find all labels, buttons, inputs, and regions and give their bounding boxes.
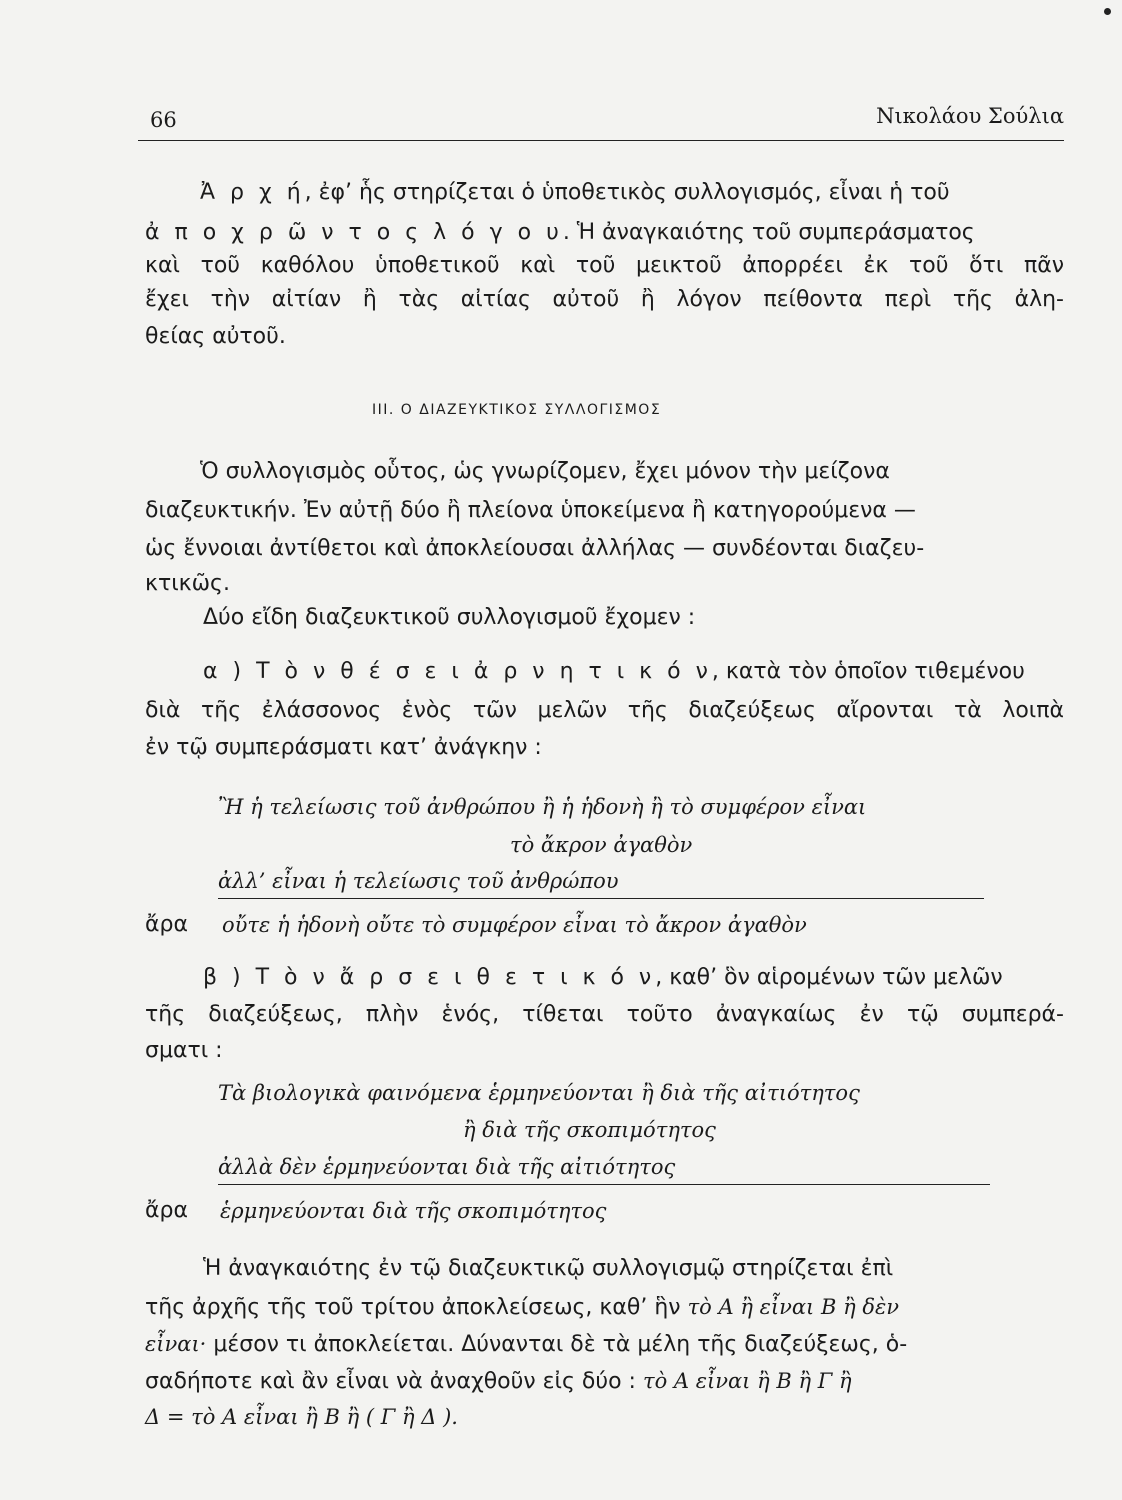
mode-b-major-premise-1: Τὰ βιολογικὰ φαινόμενα ἑρμηνεύονται ἢ διὰ τῆς αἰτιότητος: [218, 1081, 860, 1105]
mode-a-conclusion-rule: [218, 898, 984, 899]
page-number: 66: [150, 108, 177, 132]
mode-b-ara: ἄρα: [145, 1198, 188, 1223]
p1-line-2: ἀ π ο χ ρ ῶ ν τ ο ς λ ό γ ο υ. Ἡ ἀναγκαιότης τοῦ συμπεράσματος: [145, 220, 975, 245]
p2-line-2: διαζευκτικήν. Ἐν αὐτῇ δύο ἢ πλείονα ὑποκείμενα ἢ κατηγορούμενα —: [145, 498, 916, 523]
p2-line-1: Ὁ συλλογισμὸς οὗτος, ὡς γνωρίζομεν, ἔχει μόνον τὴν μείζονα: [200, 459, 890, 484]
p4-line-1: Ἡ ἀναγκαιότης ἐν τῷ διαζευκτικῷ συλλογισμῷ στηρίζεται ἐπὶ: [203, 1256, 894, 1281]
mode-b-line-1: β ) Τ ὸ ν ἄ ρ σ ε ι θ ε τ ι κ ό ν, καθ’ ὃν αἱρομένων τῶν μελῶν: [203, 965, 1003, 990]
p4-line-3: εἶναι· μέσον τι ἀποκλείεται. Δύνανται δὲ τὰ μέλη τῆς διαζεύξεως, ὁ-: [145, 1332, 908, 1357]
mode-a-line-2: διὰ τῆς ἐλάσσονος ἑνὸς τῶν μελῶν τῆς διαζεύξεως αἴρονται τὰ λοιπὰ: [145, 698, 1064, 723]
p4-line-2: τῆς ἀρχῆς τῆς τοῦ τρίτου ἀποκλείσεως, καθ’ ἣν τὸ Α ἢ εἶναι Β ἢ δὲν: [145, 1295, 899, 1320]
mode-b-line-3: σματι :: [145, 1038, 223, 1063]
mode-b-line-2: τῆς διαζεύξεως, πλὴν ἑνός, τίθεται τοῦτο ἀναγκαίως ἐν τῷ συμπερά-: [145, 1002, 1064, 1027]
mode-a-ara: ἄρα: [145, 912, 188, 937]
corner-mark: [1104, 8, 1111, 15]
mode-a-line-3: ἐν τῷ συμπεράσματι κατ’ ἀνάγκην :: [145, 735, 542, 760]
p2-line-4: κτικῶς.: [145, 571, 230, 596]
mode-a-conclusion: οὔτε ἡ ἡδονὴ οὔτε τὸ συμφέρον εἶναι τὸ ἄκρον ἀγαθὸν: [222, 913, 807, 937]
section-heading: ΙΙΙ. Ο ΔΙΑΖΕΥΚΤΙΚΟΣ ΣΥΛΛΟΓΙΣΜΟΣ: [372, 402, 662, 418]
mode-b-minor-premise: ἀλλὰ δὲν ἑρμηνεύονται διὰ τῆς αἰτιότητος: [218, 1155, 676, 1179]
mode-b-major-premise-2: ἢ διὰ τῆς σκοπιμότητος: [463, 1118, 716, 1142]
page-header: [138, 100, 1064, 140]
p1-line-5: θείας αὐτοῦ.: [145, 324, 286, 349]
p4-line-4: σαδήποτε καὶ ἂν εἶναι νὰ ἀναχθοῦν εἰς δύο : τὸ Α εἶναι ἢ Β ἢ Γ ἢ: [145, 1369, 852, 1394]
mode-a-minor-premise: ἀλλ’ εἶναι ἡ τελείωσις τοῦ ἀνθρώπου: [218, 869, 619, 893]
mode-b-conclusion: ἑρμηνεύονται διὰ τῆς σκοπιμότητος: [220, 1199, 607, 1223]
mode-a-major-premise-2: τὸ ἄκρον ἀγαθὸν: [510, 833, 693, 857]
p2-line-3: ὡς ἔννοιαι ἀντίθετοι καὶ ἀποκλείουσαι ἀλλήλας — συνδέονται διαζευ-: [145, 536, 925, 561]
p1-line-1: Ἀ ρ χ ή, ἐφ’ ἧς στηρίζεται ὁ ὑποθετικὸς συλλογισμός, εἶναι ἡ τοῦ: [200, 180, 950, 205]
p1-line-4: ἔχει τὴν αἰτίαν ἢ τὰς αἰτίας αὐτοῦ ἢ λόγον πείθοντα περὶ τῆς ἀλη-: [145, 287, 1064, 312]
p3-line: Δύο εἴδη διαζευκτικοῦ συλλογισμοῦ ἔχομεν :: [203, 605, 696, 630]
mode-a-line-1: α ) Τ ὸ ν θ έ σ ε ι ἀ ρ ν η τ ι κ ό ν, κατὰ τὸν ὁποῖον τιθεμένου: [203, 659, 1025, 684]
mode-b-conclusion-rule: [218, 1184, 990, 1185]
p4-line-5: Δ = τὸ Α εἶναι ἢ Β ἢ ( Γ ἢ Δ ).: [145, 1405, 458, 1429]
mode-a-major-premise-1: Ἢ ἡ τελείωσις τοῦ ἀνθρώπου ἢ ἡ ἡδονὴ ἢ τὸ συμφέρον εἶναι: [218, 795, 867, 819]
p1-line-3: καὶ τοῦ καθόλου ὑποθετικοῦ καὶ τοῦ μεικτοῦ ἀπορρέει ἐκ τοῦ ὅτι πᾶν: [145, 253, 1064, 278]
running-title: Νικολάου Σούλια: [876, 104, 1064, 128]
header-rule: [138, 140, 1064, 141]
